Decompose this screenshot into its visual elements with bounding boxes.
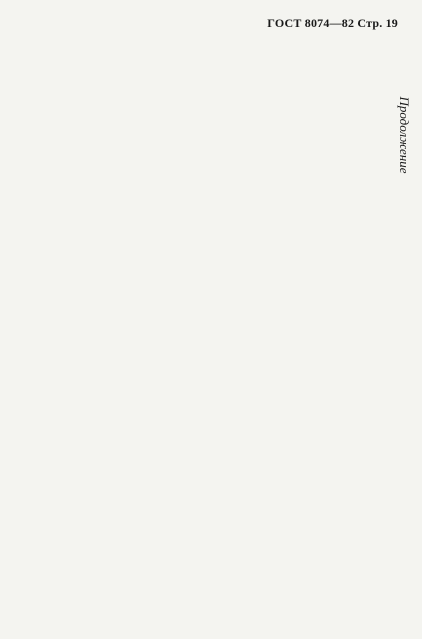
page-number: Стр. 19 bbox=[357, 16, 398, 30]
page-header bbox=[267, 16, 398, 31]
standard-number: ГОСТ 8074—82 bbox=[267, 16, 355, 30]
continuation-label: Продолжение bbox=[397, 96, 412, 174]
